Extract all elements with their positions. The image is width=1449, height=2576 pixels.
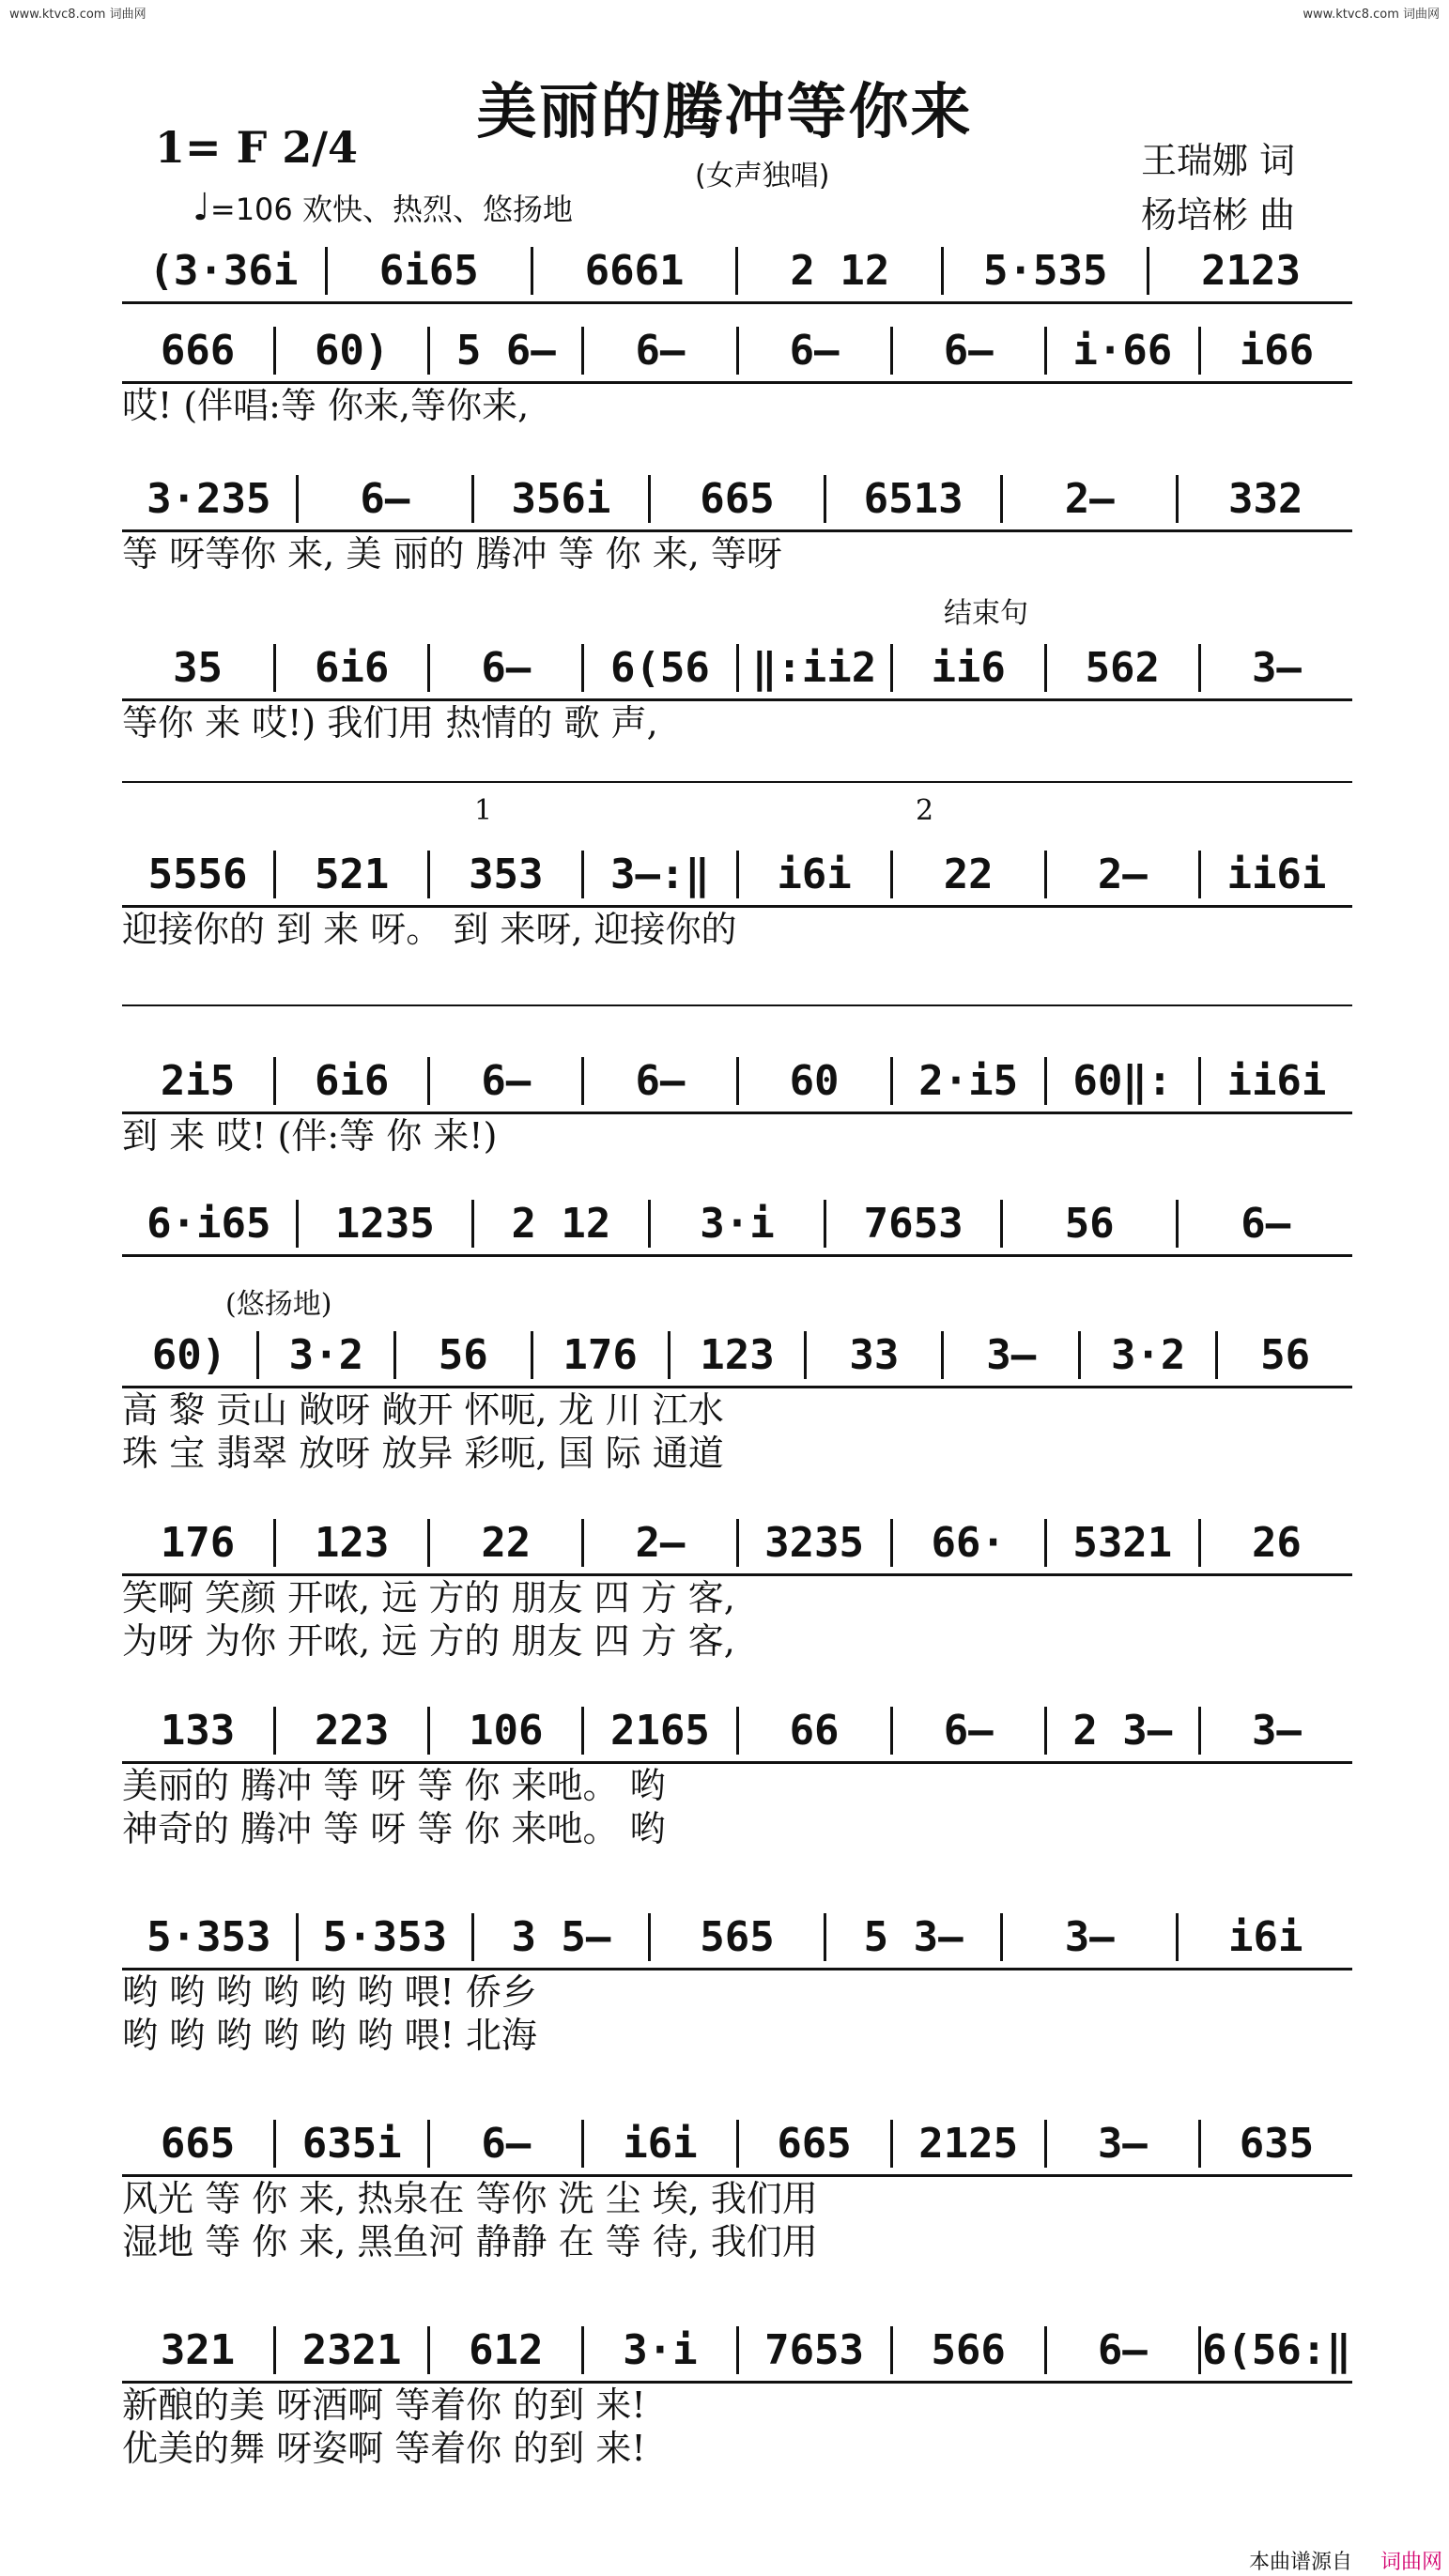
measure: 3— (941, 1331, 1078, 1379)
measure: 6— (581, 1057, 735, 1105)
measure: 60) (151, 1330, 227, 1379)
measure: 22 (890, 851, 1044, 898)
measure: 66· (890, 1519, 1044, 1567)
measure: 612 (427, 2326, 581, 2374)
score-row (122, 319, 1352, 427)
measure: 176 (531, 1331, 668, 1379)
measure: 3— (1198, 1707, 1352, 1755)
measure: 5·535 (941, 247, 1147, 295)
measure: 2321 (273, 2326, 427, 2374)
measure: 2165 (581, 1707, 735, 1755)
measure: 3·2 (256, 1331, 393, 1379)
measure: 6i6 (273, 644, 427, 692)
measure: 35 (173, 643, 224, 692)
measure: 353 (427, 851, 581, 898)
lyric-line: 哟 哟 哟 哟 哟 哟 喂! 侨乡 (122, 1971, 537, 2013)
score-row (122, 2319, 1352, 2470)
lyric-line: 风光 等 你 来, 热泉在 等你 洗 尘 埃, 我们用 (122, 2178, 818, 2219)
score-row (122, 468, 1352, 575)
lyric-line: 珠 宝 翡翠 放呀 放异 彩呃, 国 际 通道 (122, 1433, 724, 1474)
lyric-line: 笑啊 笑颜 开哝, 远 方的 朋友 四 方 客, (122, 1577, 735, 1618)
tempo-text: =106 欢快、热烈、悠扬地 (209, 192, 573, 227)
lyric-line: 迎接你的 到 来 呀。 到 来呀, 迎接你的 (122, 909, 737, 950)
measure: 6— (581, 327, 735, 375)
measure: 3·2 (1078, 1331, 1215, 1379)
notation-line (122, 1906, 1352, 1970)
measure: 56 (1000, 1200, 1177, 1248)
notation-line (122, 2319, 1352, 2384)
measure: 3— (1044, 2120, 1198, 2168)
notation-line (122, 239, 1352, 304)
measure: 5 6— (427, 327, 581, 375)
measure: i6i (581, 2120, 735, 2168)
measure: 2·i5 (890, 1057, 1044, 1105)
measure: 56 (393, 1331, 531, 1379)
measure: 33 (804, 1331, 941, 1379)
key-signature: 1= F 2/4 (155, 122, 359, 173)
measure: 176 (160, 1518, 236, 1567)
measure: 123 (668, 1331, 805, 1379)
measure: 562 (1044, 644, 1198, 692)
lyric-line: 湿地 等 你 来, 黑鱼河 静静 在 等 待, 我们用 (122, 2221, 818, 2262)
lyric-line: 新酿的美 呀酒啊 等着你 的到 来! (122, 2384, 646, 2426)
measure: (3·36i (148, 246, 299, 295)
lyric-line: 等 呀等你 来, 美 丽的 腾冲 等 你 来, 等呀 (122, 533, 782, 575)
measure: 6i6 (273, 1057, 427, 1105)
measure: 60) (273, 327, 427, 375)
notation-line (122, 1699, 1352, 1764)
measure: 56 (1215, 1331, 1352, 1379)
lyric-line: 哎! (伴唱:等 你来,等你来, (122, 385, 530, 426)
measure: i66 (1198, 327, 1352, 375)
notation-line (122, 1324, 1352, 1388)
footer-source: 本曲谱源自 (1249, 2551, 1353, 2574)
measure: 6— (736, 327, 890, 375)
score-row (122, 636, 1352, 744)
lyric-line: 优美的舞 呀姿啊 等着你 的到 来! (122, 2428, 646, 2469)
measure: 2123 (1147, 247, 1352, 295)
notation-line (122, 468, 1352, 532)
measure: 1235 (296, 1200, 472, 1248)
footer-site: 词曲网 (1380, 2551, 1443, 2574)
quarter-note-icon: ♩ (193, 186, 210, 229)
measure: 106 (427, 1707, 581, 1755)
score-row (122, 239, 1352, 304)
measure: i·66 (1044, 327, 1198, 375)
measure: 6(56 (581, 644, 735, 692)
measure: 133 (160, 1706, 236, 1755)
measure: 3— (1000, 1913, 1177, 1961)
measure: 123 (273, 1519, 427, 1567)
lyric-line: 美丽的 腾冲 等 呀 等 你 来吔。 哟 (122, 1765, 666, 1806)
youyang-label: (悠扬地) (225, 1288, 332, 1321)
measure: ‖:ii2 (736, 644, 890, 692)
measure: 521 (273, 851, 427, 898)
score-row (122, 2112, 1352, 2263)
lyric-line: 哟 哟 哟 哟 哟 哟 喂! 北海 (122, 2015, 537, 2056)
volta-1-label: 1 (474, 794, 493, 827)
measure: 6i65 (325, 247, 531, 295)
watermark-top-right: www.ktvc8.com 词曲网 (1303, 8, 1440, 22)
measure: 6— (1044, 2326, 1198, 2374)
measure: 332 (1176, 475, 1352, 523)
measure: 3 5— (471, 1913, 648, 1961)
score-row (122, 1192, 1352, 1257)
section-divider (122, 1004, 1352, 1006)
lyric-line: 高 黎 贡山 敞呀 敞开 怀呃, 龙 川 江水 (122, 1389, 724, 1431)
notation-line (122, 1511, 1352, 1576)
measure: 2— (581, 1519, 735, 1567)
song-title: 美丽的腾冲等你来 (476, 77, 973, 147)
measure: 2— (1044, 851, 1198, 898)
measure: 66 (736, 1707, 890, 1755)
notation-line (122, 2112, 1352, 2177)
lyric-line: 神奇的 腾冲 等 呀 等 你 来吔。 哟 (122, 1808, 666, 1849)
measure: ii6i (1198, 1057, 1352, 1105)
measure: 3·i (648, 1200, 825, 1248)
measure: 6·i65 (146, 1199, 271, 1248)
measure: 5·353 (296, 1913, 472, 1961)
measure: 3·235 (146, 474, 271, 523)
measure: i6i (1176, 1913, 1352, 1961)
measure: 635 (1198, 2120, 1352, 2168)
measure: 6— (296, 475, 472, 523)
tempo-marking (193, 186, 573, 229)
measure: 356i (471, 475, 648, 523)
lyricist: 王瑞娜 词 (1141, 140, 1296, 181)
measure: 2125 (890, 2120, 1044, 2168)
measure: 60‖: (1044, 1057, 1198, 1105)
measure: 6(56:‖ (1198, 2326, 1352, 2374)
volta-2-label: 2 (916, 794, 934, 827)
measure: ii6i (1198, 851, 1352, 898)
lyric-line: 为呀 为你 开哝, 远 方的 朋友 四 方 客, (122, 1620, 735, 1662)
score-row (122, 1050, 1352, 1158)
measure: 665 (160, 2119, 236, 2168)
measure: 223 (273, 1707, 427, 1755)
measure: 5·353 (146, 1912, 271, 1961)
measure: 665 (736, 2120, 890, 2168)
measure: 3·i (581, 2326, 735, 2374)
measure: 566 (890, 2326, 1044, 2374)
notation-line (122, 1050, 1352, 1114)
measure: 6513 (824, 475, 1000, 523)
notation-line (122, 1192, 1352, 1257)
measure: 321 (160, 2325, 236, 2374)
measure: 5556 (147, 850, 248, 898)
lyric-line: 等你 来 哎!) 我们用 热情的 歌 声, (122, 702, 658, 744)
measure: 6— (427, 1057, 581, 1105)
score-row (122, 843, 1352, 951)
measure: 22 (427, 1519, 581, 1567)
measure: 7653 (824, 1200, 1000, 1248)
measure: 3235 (736, 1519, 890, 1567)
measure: 665 (648, 475, 825, 523)
measure: i6i (736, 851, 890, 898)
measure: 2i5 (160, 1056, 236, 1105)
end-phrase-label: 结束句 (944, 597, 1028, 630)
measure: 6— (890, 327, 1044, 375)
composer: 杨培彬 曲 (1141, 194, 1296, 236)
measure: 3— (1198, 644, 1352, 692)
measure: 565 (648, 1913, 825, 1961)
lyric-line: 到 来 哎! (伴:等 你 来!) (122, 1115, 498, 1157)
notation-line (122, 319, 1352, 384)
measure: 6— (427, 644, 581, 692)
score-row (122, 1511, 1352, 1663)
watermark-top-left: www.ktvc8.com 词曲网 (9, 8, 146, 22)
measure: ii6 (890, 644, 1044, 692)
score-row (122, 1324, 1352, 1475)
measure: 2 3— (1044, 1707, 1198, 1755)
measure: 60 (736, 1057, 890, 1105)
measure: 6661 (531, 247, 736, 295)
section-divider (122, 781, 1352, 783)
measure: 5321 (1044, 1519, 1198, 1567)
subtitle: (女声独唱) (695, 160, 830, 192)
measure: 6— (427, 2120, 581, 2168)
measure: 6— (1176, 1200, 1352, 1248)
score-row (122, 1699, 1352, 1850)
measure: 26 (1198, 1519, 1352, 1567)
measure: 2 12 (735, 247, 941, 295)
measure: 2— (1000, 475, 1177, 523)
notation-line (122, 843, 1352, 908)
measure: 3—:‖ (581, 851, 735, 898)
measure: 6— (890, 1707, 1044, 1755)
measure: 7653 (736, 2326, 890, 2374)
measure: 635i (273, 2120, 427, 2168)
score-row (122, 1906, 1352, 2057)
measure: 5 3— (824, 1913, 1000, 1961)
measure: 2 12 (471, 1200, 648, 1248)
notation-line (122, 636, 1352, 701)
measure: 666 (160, 326, 236, 375)
